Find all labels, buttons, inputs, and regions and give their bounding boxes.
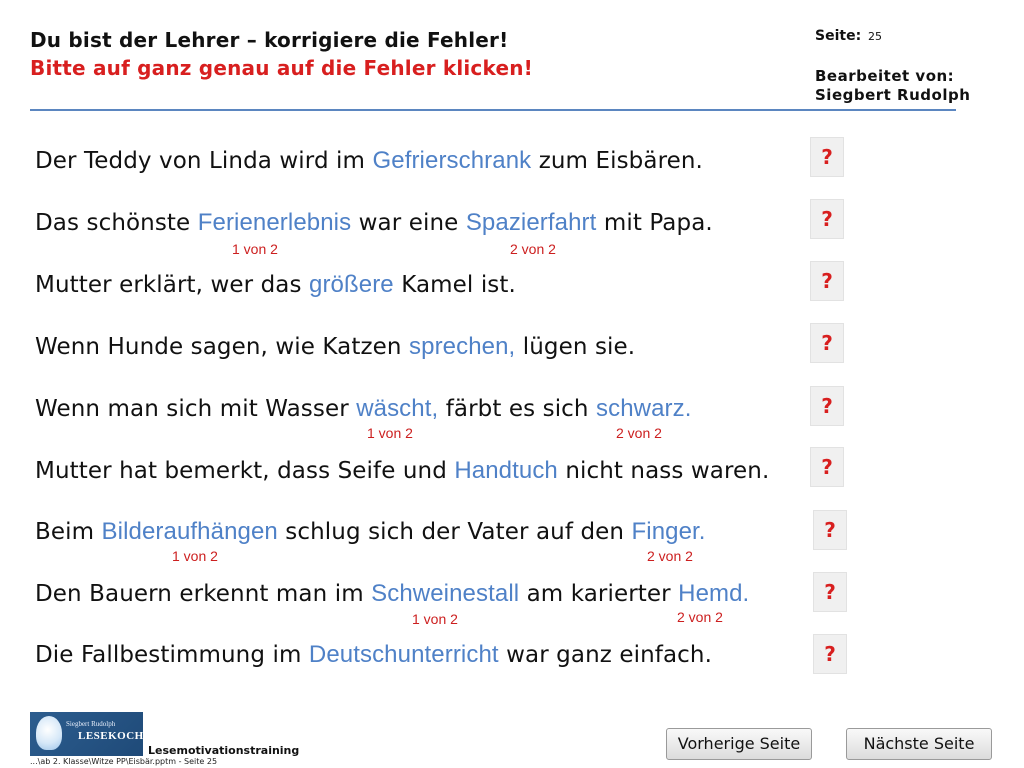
instruction-text: Bitte auf ganz genau auf die Fehler klicken! [30, 56, 533, 80]
error-count-label: 1 von 2 [172, 548, 218, 564]
next-page-button[interactable]: Nächste Seite [846, 728, 992, 760]
sentence-text: Kamel ist. [401, 272, 516, 298]
sentence-text: Mutter hat bemerkt, dass Seife und [35, 458, 447, 484]
help-button-7[interactable]: ? [813, 510, 847, 550]
sentence-text: Wenn man sich mit Wasser [35, 396, 349, 422]
sentence-8 [35, 580, 749, 608]
sentence-text: nicht nass waren. [565, 458, 770, 484]
error-count-label: 2 von 2 [616, 425, 662, 441]
sentence-1 [35, 147, 703, 175]
sentence-text: Das schönste [35, 210, 191, 236]
sentence-text: mit Papa. [603, 210, 713, 236]
word-finger[interactable]: Finger. [631, 518, 706, 545]
sentence-text: Wenn Hunde sagen, wie Katzen [35, 334, 402, 360]
word-ferienerlebnis[interactable]: Ferienerlebnis [197, 209, 352, 236]
word-deutschunterricht[interactable]: Deutschunterricht [308, 641, 499, 668]
error-count-label: 1 von 2 [232, 241, 278, 257]
help-button-9[interactable]: ? [813, 634, 847, 674]
word-gefrierschrank[interactable]: Gefrierschrank [372, 147, 532, 174]
sentence-text: Die Fallbestimmung im [35, 642, 302, 668]
author-name: Siegbert Rudolph [815, 86, 971, 104]
sentence-text: war eine [358, 210, 459, 236]
help-button-2[interactable]: ? [810, 199, 844, 239]
edited-by-label: Bearbeitet von: [815, 67, 955, 85]
logo-brand-text: LESEKOCH [78, 730, 144, 742]
word-sprechen[interactable]: sprechen, [409, 333, 516, 360]
sentence-text: lügen sie. [522, 334, 636, 360]
error-count-label: 2 von 2 [510, 241, 556, 257]
help-button-5[interactable]: ? [810, 386, 844, 426]
error-count-label: 1 von 2 [367, 425, 413, 441]
word-spazierfahrt[interactable]: Spazierfahrt [465, 209, 597, 236]
word-hemd[interactable]: Hemd. [678, 580, 750, 607]
sentence-text: Mutter erklärt, wer das [35, 272, 302, 298]
sentence-text: Der Teddy von Linda wird im [35, 148, 366, 174]
sentence-text: Beim [35, 519, 95, 545]
lightbulb-icon [36, 716, 62, 750]
sentence-3 [35, 271, 516, 299]
sentence-6 [35, 457, 769, 485]
error-count-label: 2 von 2 [647, 548, 693, 564]
help-button-4[interactable]: ? [810, 323, 844, 363]
word-waescht[interactable]: wäscht, [356, 395, 439, 422]
word-groessere[interactable]: größere [309, 271, 394, 298]
sentence-text: Den Bauern erkennt man im [35, 581, 364, 607]
sentence-text: zum Eisbären. [538, 148, 703, 174]
help-button-1[interactable]: ? [810, 137, 844, 177]
word-schweinestall[interactable]: Schweinestall [371, 580, 520, 607]
logo-author-text: Siegbert Rudolph [66, 720, 116, 728]
footer-file-path: ...\ab 2. Klasse\Witze PP\Eisbär.pptm - Seite 25 [30, 757, 218, 766]
lesekoch-logo [30, 712, 143, 756]
word-bilderaufhaengen[interactable]: Bilderaufhängen [101, 518, 278, 545]
sentence-text: schlug sich der Vater auf den [285, 519, 625, 545]
sentence-text: war ganz einfach. [506, 642, 712, 668]
help-button-8[interactable]: ? [813, 572, 847, 612]
help-button-6[interactable]: ? [810, 447, 844, 487]
word-handtuch[interactable]: Handtuch [454, 457, 558, 484]
error-count-label: 2 von 2 [677, 609, 723, 625]
previous-page-button[interactable]: Vorherige Seite [666, 728, 812, 760]
page-number: 25 [868, 30, 882, 43]
help-button-3[interactable]: ? [810, 261, 844, 301]
sentence-text: am karierter [526, 581, 671, 607]
sentence-text: färbt es sich [445, 396, 589, 422]
sentence-5 [35, 395, 692, 423]
word-schwarz[interactable]: schwarz. [596, 395, 692, 422]
footer-title: Lesemotivationstraining [148, 744, 300, 757]
sentence-2 [35, 209, 713, 237]
sentence-7 [35, 518, 706, 546]
page-label: Seite: [815, 28, 862, 44]
sentence-4 [35, 333, 635, 361]
sentence-9 [35, 641, 712, 669]
error-count-label: 1 von 2 [412, 611, 458, 627]
page-title: Du bist der Lehrer – korrigiere die Fehler! [30, 28, 509, 52]
header-divider [30, 109, 956, 111]
